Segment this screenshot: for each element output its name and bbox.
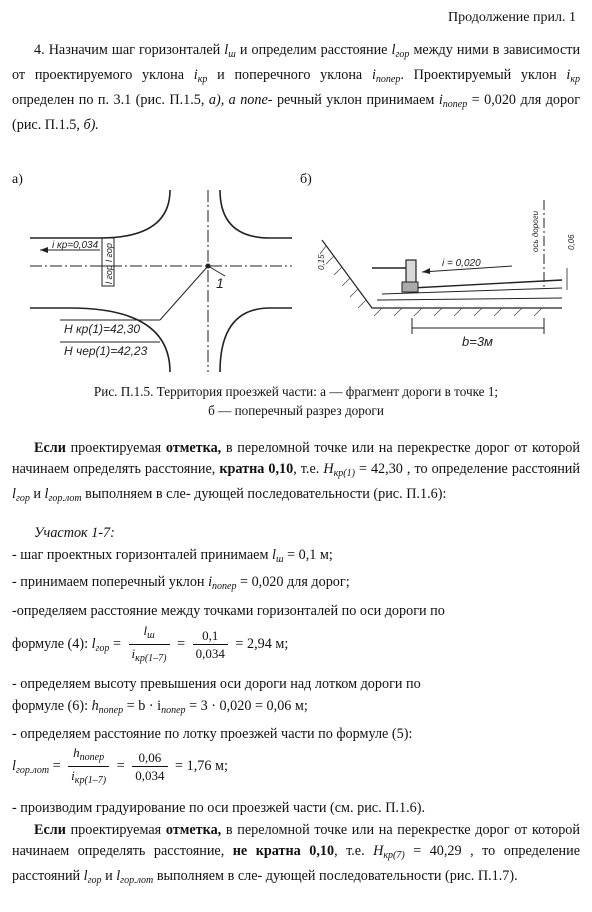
caption-line-2: б — поперечный разрез дороги [208,403,384,418]
page-header: Продолжение прил. 1 [447,10,576,25]
dim-left: 0,15 [317,254,326,270]
figure-b-label: б) [300,172,312,187]
figure-b-section [312,190,584,372]
step-6: - производим градуирование по оси проезжей части (см. рис. П.1.6). [12,800,425,816]
paragraph-not-multiple: Если проектируемая отметка, в переломной точке или на перекрестке дорог от которой начинаем определять расстояние, не кратна 0,10, т.е. $H_{кр(7)} = 40,29$ , то определение расстояний $l_{гор}$ и $l_{гор.лот}$ выполняем в сле- дующей последовательности (рис. П.1.7). [12,822,581,886]
formula-4: формуле (4): $l_{гор}$ = $\frac{l_ш}{i_{кр(1-7)}}$ = $\frac{0,1}{0,034}$ = 2,94 м; [12,623,289,664]
step-5: - определяем расстояние по лотку проезжей части по формуле (5): [12,726,413,742]
point-label: 1 [216,275,224,291]
caption-line-1: Рис. П.1.5. Территория проезжей части: а — фрагмент дороги в точке 1; [93,384,499,399]
step-1: - шаг проектных горизонталей принимаем $l_ш = 0,1$ м; [12,547,333,565]
figure-a-plan [30,190,292,372]
axis-label: ось дороги [531,210,540,252]
paragraph-multiple: Если проектируемая отметка, в переломной точке или на перекрестке дорог от которой начинаем определять расстояние, кратна 0,10, т.е. $H_{кр(1)} = 42,30$ , то определение расстояний $l_{гор}$ и $l_{гор.лот}$ выполняем в сле- дующей последовательности (рис. П.1.6): [12,440,580,504]
figure-caption [12,382,580,420]
step-3: -определяем расстояние между точками горизонталей по оси дороги по [12,603,445,619]
figure-a-label: а) [12,172,23,187]
dim-h: 0,06 [567,234,576,250]
section-title: Участок 1-7: [34,525,115,541]
formula-5: $l_{гор.лот}$ = $\frac{h_{попер}}{i_{кр(1-7)}}$ = $\frac{0,06}{0,034}$ = 1,76 м; [12,745,228,786]
step-2: - принимаем поперечный уклон $i_{попер} = 0,020$ для дорог; [12,574,350,592]
slope-label-a: i кр=0,034 [52,240,99,251]
hkr-label: H кр(1)=42,30 [64,322,141,336]
intro-paragraph: 4. Назначим шаг горизонталей $l_ш$ и определим расстояние $l_{гор}$ между ними в зависимости от проектируемого уклона $i_{кр}$ и поперечного уклона $i_{попер}$. Проектируемый уклон $i_{кр}$ определен по п. 3.1 (рис. П.1.5, а), а попе- речный уклон принимаем $i_{попер} = 0,020$ для дорог (рис. П.1.5, б). [12,42,581,133]
dim-b: b=3м [462,334,493,349]
slope-label-b: i = 0,020 [442,258,481,269]
formula-6: формуле (6): $h_{попер} = b \cdot i_{попер} = 3 \cdot 0,020 = 0,06$ м; [12,698,308,716]
intro-text: 4. Назначим шаг горизонталей [34,42,221,58]
dim-label-2: l гор [104,265,114,284]
dim-label-1: l гор [104,243,114,262]
step-4: - определяем высоту превышения оси дороги над лотком дороги по [12,676,421,692]
hcher-label: H чер(1)=42,23 [64,344,148,358]
